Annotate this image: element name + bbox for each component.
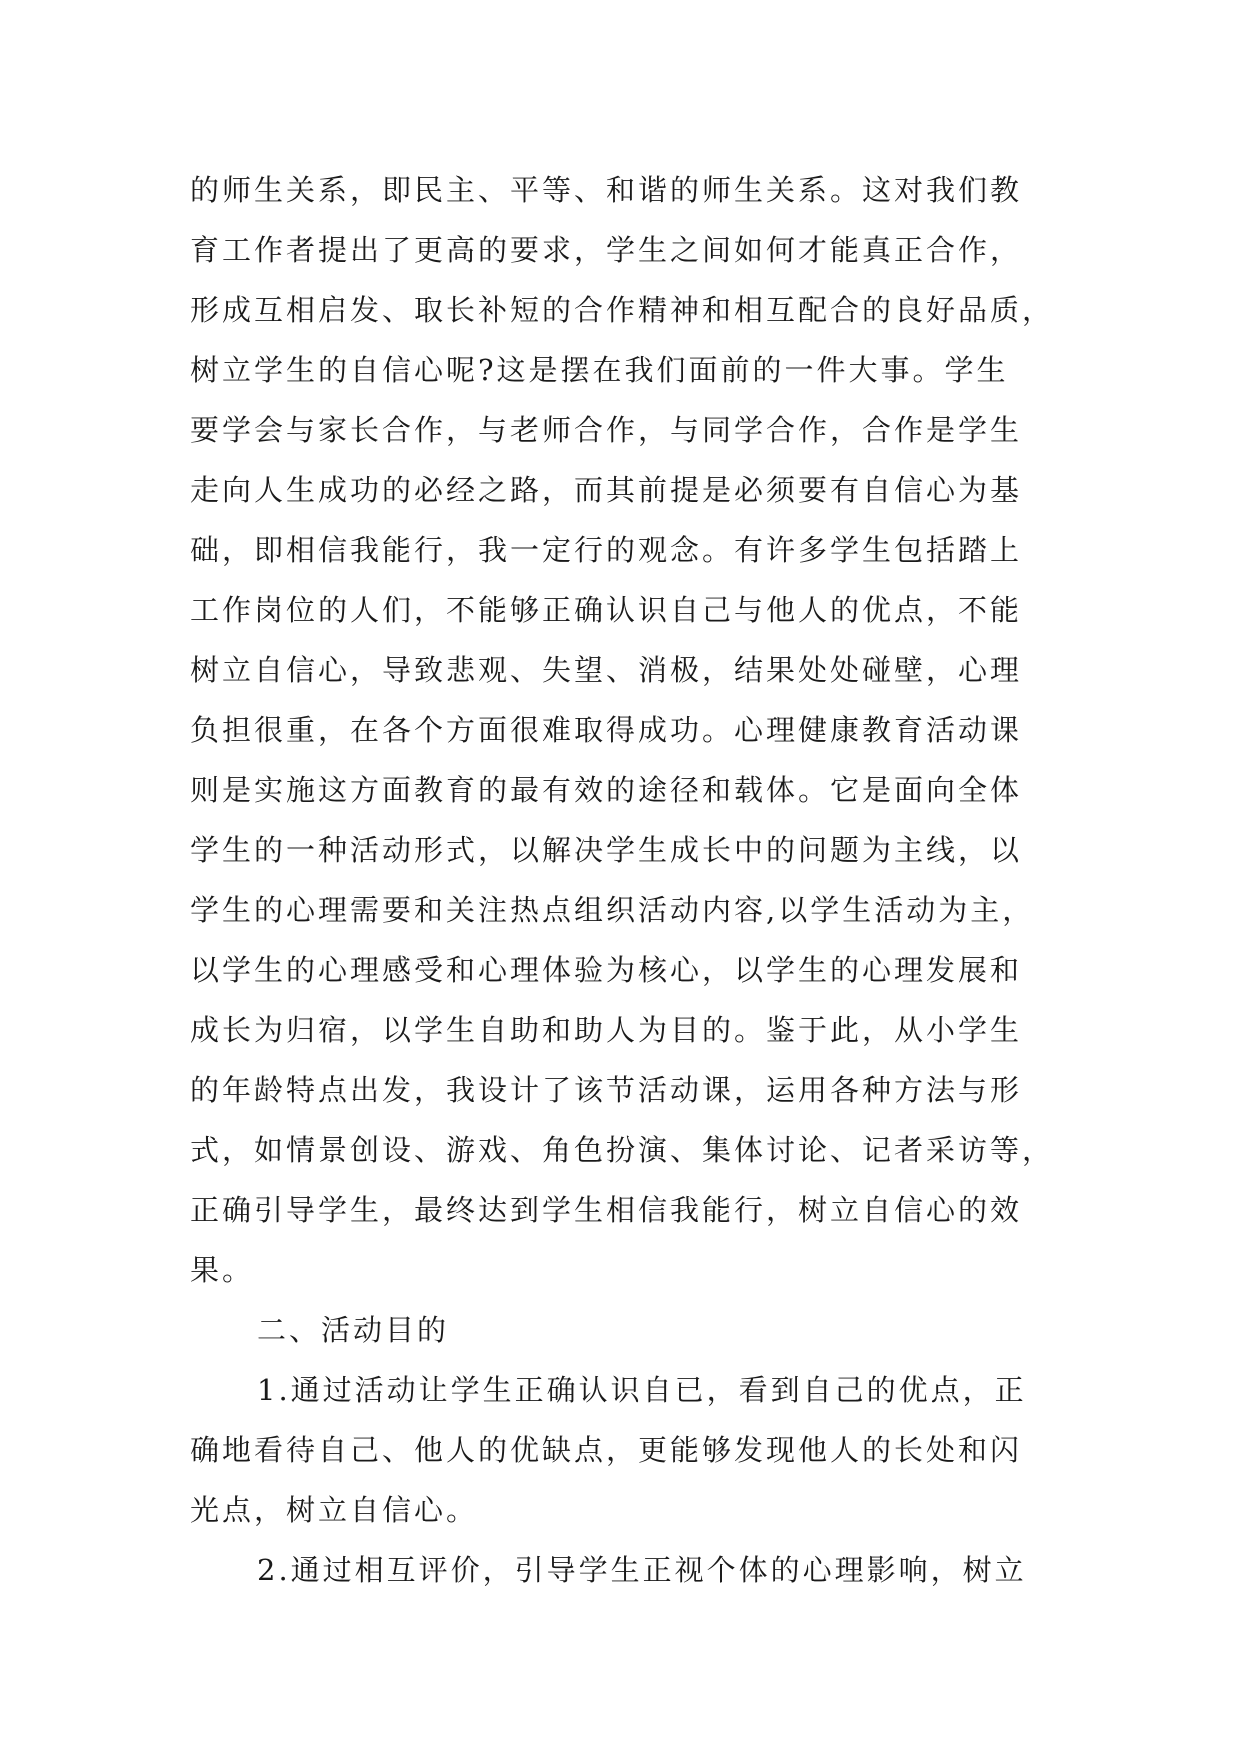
text-line: 光点，树立自信心。 — [190, 1493, 479, 1527]
text-line: 学生的心理需要和关注热点组织活动内容,以学生活动为主， — [190, 893, 1035, 927]
text-line: 树立学生的自信心呢?这是摆在我们面前的一件大事。学生 — [190, 353, 1009, 387]
text-line: 式，如情景创设、游戏、角色扮演、集体讨论、记者采访等， — [190, 1133, 1055, 1167]
list-item-1-line: 1.通过活动让学生正确认识自已，看到自己的优点，正 — [257, 1373, 1027, 1407]
text-line: 的师生关系，即民主、平等、和谐的师生关系。这对我们教 — [190, 173, 1023, 207]
text-line: 以学生的心理感受和心理体验为核心，以学生的心理发展和 — [190, 953, 1023, 987]
document-body — [190, 160, 1090, 1600]
text-line: 正确引导学生，最终达到学生相信我能行，树立自信心的效 — [190, 1193, 1023, 1227]
list-item-2-line: 2.通过相互评价，引导学生正视个体的心理影响，树立 — [257, 1553, 1027, 1587]
text-line: 确地看待自己、他人的优缺点，更能够发现他人的长处和闪 — [190, 1433, 1023, 1467]
text-line: 础，即相信我能行，我一定行的观念。有许多学生包括踏上 — [190, 533, 1023, 567]
text-line: 育工作者提出了更高的要求，学生之间如何才能真正合作， — [190, 233, 1023, 267]
text-line: 负担很重，在各个方面很难取得成功。心理健康教育活动课 — [190, 713, 1023, 747]
text-line: 学生的一种活动形式，以解决学生成长中的问题为主线，以 — [190, 833, 1023, 867]
text-line: 要学会与家长合作，与老师合作，与同学合作，合作是学生 — [190, 413, 1023, 447]
section-heading: 二、活动目的 — [257, 1313, 450, 1347]
text-line: 树立自信心，导致悲观、失望、消极，结果处处碰壁，心理 — [190, 653, 1023, 687]
text-line: 工作岗位的人们，不能够正确认识自己与他人的优点，不能 — [190, 593, 1023, 627]
text-line: 果。 — [190, 1253, 255, 1287]
text-line: 则是实施这方面教育的最有效的途径和载体。它是面向全体 — [190, 773, 1023, 807]
text-line: 成长为归宿，以学生自助和助人为目的。鉴于此，从小学生 — [190, 1013, 1023, 1047]
text-line: 走向人生成功的必经之路，而其前提是必须要有自信心为基 — [190, 473, 1023, 507]
text-line: 形成互相启发、取长补短的合作精神和相互配合的良好品质， — [190, 293, 1055, 327]
text-line: 的年龄特点出发，我设计了该节活动课，运用各种方法与形 — [190, 1073, 1023, 1107]
